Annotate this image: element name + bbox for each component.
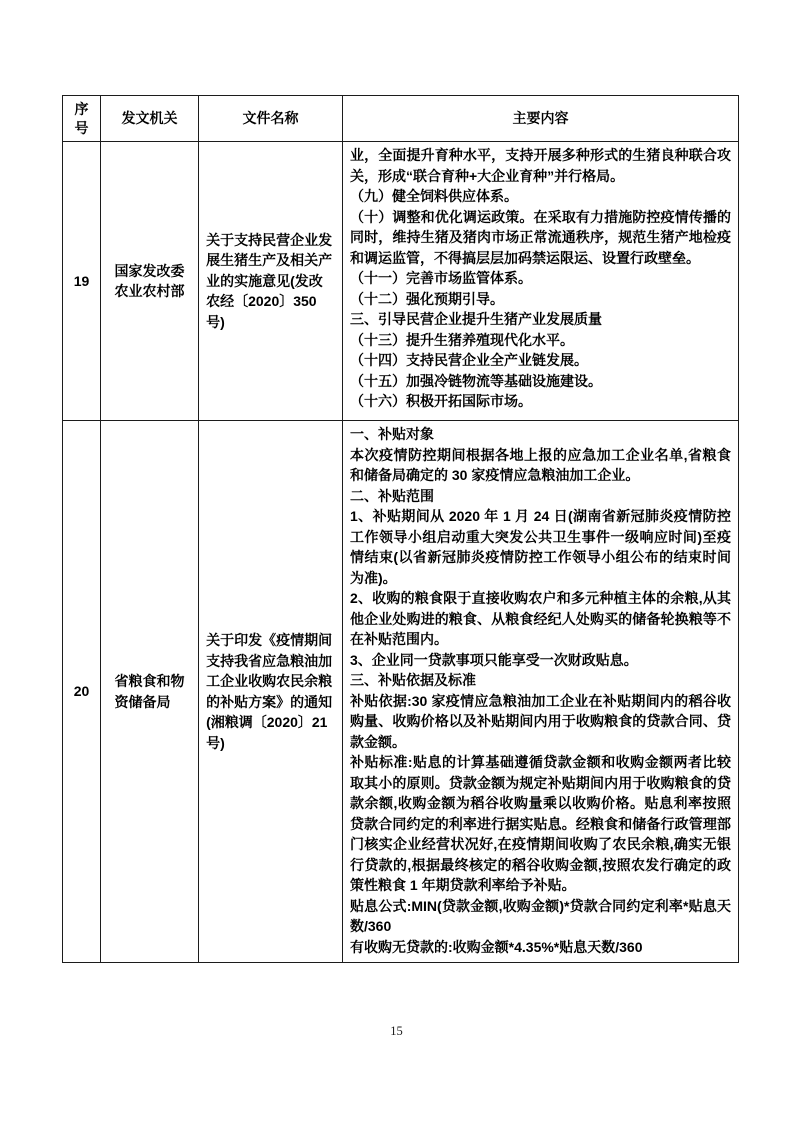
- table-row-20: [63, 421, 739, 963]
- page-number: 15: [390, 1024, 403, 1038]
- content-paragraph: 贴息公式:MIN(贷款金额,收购金额)*贷款合同约定利率*贴息天数/360: [350, 897, 731, 934]
- content-paragraph: 3、企业同一贷款事项只能享受一次财政贴息。: [350, 651, 638, 668]
- content-paragraph: （十四）支持民营企业全产业链发展。: [350, 352, 588, 368]
- table-row-19: [63, 142, 739, 421]
- header-serial-number: [63, 96, 101, 142]
- issuing-agency-text: 省粮食和物资储备局: [114, 673, 185, 710]
- content-paragraph: 三、补贴依据及标准: [350, 672, 476, 688]
- header-main-content: 主要内容: [343, 96, 739, 142]
- serial-number-cell: 20: [63, 421, 101, 963]
- content-paragraph: 三、引导民营企业提升生猪产业发展质量: [350, 311, 602, 327]
- content-paragraph: 业，全面提升育种水平，支持开展多种形式的生猪良种联合攻关，形成“联合育种+大企业育种”并行格局。: [350, 147, 731, 184]
- document-name-text: 关于印发《疫情期间支持我省应急粮油加工企业收购农民余粮的补贴方案》的通知(湘粮调〔2020〕21 号): [206, 632, 333, 751]
- content-paragraph: （十一）完善市场监管体系。: [350, 270, 532, 286]
- issuing-agency-text: 国家发改委农业农村部: [114, 262, 185, 299]
- content-paragraph: 2、收购的粮食限于直接收购农户和多元种植主体的余粮,从其他企业处购进的粮食、从粮食经纪人处购买的储备轮换粮等不在补贴范围内。: [350, 590, 731, 647]
- serial-number-cell: 19: [63, 142, 101, 421]
- content-paragraph: （九）健全饲料供应体系。: [350, 188, 518, 204]
- content-paragraph: 有收购无贷款的:收购金额*4.35%*贴息天数/360: [350, 938, 643, 955]
- content-paragraph: （十五）加强冷链物流等基础设施建设。: [350, 372, 602, 389]
- policy-document-table: [62, 95, 739, 963]
- content-paragraph: 一、补贴对象: [350, 426, 434, 442]
- content-paragraph: 补贴标准:贴息的计算基础遵循贷款金额和收购金额两者比较取其小的原则。贷款金额为规定补贴期间内用于收购粮食的贷款余额,收购金额为稻谷收购量乘以收购价格。贴息利率按照贷款合同约定的利率进行据实贴息。经粮食和储备行政管理部门核实企业经营状况好,在疫情期间收购了农民余粮,确实无银行贷款的,根据最终核定的稻谷收购金额,按照农发行确定的政策性粮食 1 年期贷款利率给予补贴。: [350, 754, 731, 893]
- document-name-cell: [199, 421, 343, 963]
- header-issuing-agency: 发文机关: [101, 96, 199, 142]
- document-name-text: 关于支持民营企业发展生猪生产及相关产业的实施意见(发改农经〔2020〕350 号): [206, 231, 333, 330]
- header-document-name: 文件名称: [199, 96, 343, 142]
- issuing-agency-cell: [101, 142, 199, 421]
- main-content-cell: [343, 142, 739, 421]
- main-content-cell: [343, 421, 739, 963]
- document-name-cell: [199, 142, 343, 421]
- content-paragraph: （十三）提升生猪养殖现代化水平。: [350, 331, 574, 348]
- content-paragraph: 补贴依据:30 家疫情应急粮油加工企业在补贴期间内的稻谷收购量、收购价格以及补贴期间内用于收购粮食的贷款合同、贷款金额。: [350, 692, 731, 750]
- content-paragraph: 本次疫情防控期间根据各地上报的应急加工企业名单,省粮食和储备局确定的 30 家疫情应急粮油加工企业。: [350, 446, 731, 483]
- content-paragraph: 二、补贴范围: [350, 487, 434, 504]
- content-paragraph: 1、补贴期间从 2020 年 1 月 24 日(湖南省新冠肺炎疫情防控工作领导小组启动重大突发公共卫生事件一级响应时间)至疫情结束(以省新冠肺炎疫情防控工作领导小组公布的结束时间为准)。: [350, 508, 731, 586]
- issuing-agency-cell: [101, 421, 199, 963]
- content-paragraph: （十六）积极开拓国际市场。: [350, 393, 532, 409]
- content-paragraph: （十二）强化预期引导。: [350, 290, 504, 307]
- header-serial-number-label: 序号: [74, 100, 89, 136]
- table-header-row: [63, 96, 739, 142]
- content-paragraph: （十）调整和优化调运政策。在采取有力措施防控疫情传播的同时，维持生猪及猪肉市场正常流通秩序，规范生猪产地检疫和调运监管，不得搞层层加码禁运限运、设置行政壁垒。: [350, 208, 731, 266]
